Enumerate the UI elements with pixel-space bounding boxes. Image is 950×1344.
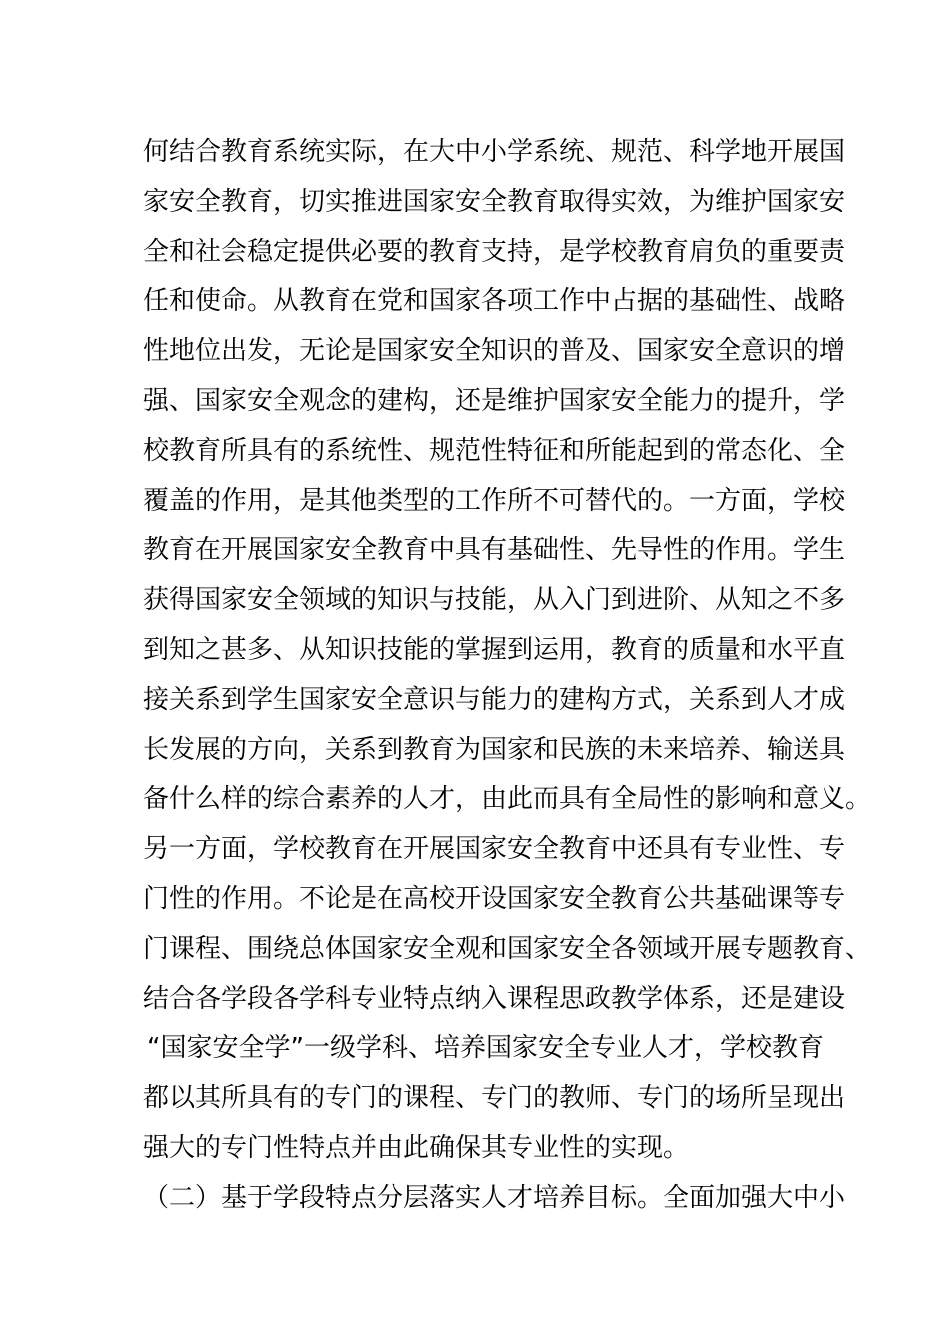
- text-line: 性地位出发，无论是国家安全知识的普及、国家安全意识的增: [143, 336, 846, 367]
- text-line: 获得国家安全领域的知识与技能，从入门到进阶、从知之不多: [143, 585, 846, 616]
- text-line: 任和使命。从教育在党和国家各项工作中占据的基础性、战略: [143, 286, 846, 317]
- text-line: “国家安全学”一级学科、培养国家安全专业人才，学校教育: [147, 1033, 824, 1064]
- text-line: 强、国家安全观念的建构，还是维护国家安全能力的提升，学: [143, 385, 846, 416]
- text-line: 何结合教育系统实际，在大中小学系统、规范、科学地开展国: [143, 137, 846, 167]
- text-line: 到知之甚多、从知识技能的掌握到运用，教育的质量和水平直: [143, 634, 846, 665]
- text-line: 校教育所具有的系统性、规范性特征和所能起到的常态化、全: [143, 435, 846, 466]
- text-line: 长发展的方向，关系到教育为国家和民族的未来培养、输送具: [143, 734, 846, 765]
- text-line: 教育在开展国家安全教育中具有基础性、先导性的作用。学生: [143, 535, 846, 566]
- text-line: 家安全教育，切实推进国家安全教育取得实效，为维护国家安: [143, 186, 846, 217]
- text-line: 覆盖的作用，是其他类型的工作所不可替代的。一方面，学校: [143, 485, 846, 516]
- text-line: 全和社会稳定提供必要的教育支持，是学校教育肩负的重要责: [143, 236, 846, 267]
- text-line: 都以其所具有的专门的课程、专门的教师、专门的场所呈现出: [143, 1083, 846, 1114]
- text-line: 强大的专门性特点并由此确保其专业性的实现。: [143, 1132, 690, 1163]
- text-line: 另一方面，学校教育在开展国家安全教育中还具有专业性、专: [143, 834, 846, 865]
- section-heading-line: （二）基于学段特点分层落实人才培养目标。全面加强大中小: [143, 1182, 846, 1213]
- text-line: 接关系到学生国家安全意识与能力的建构方式，关系到人才成: [143, 684, 846, 715]
- text-line: 门课程、围绕总体国家安全观和国家安全各领域开展专题教育、: [143, 933, 872, 964]
- text-line: 结合各学段各学科专业特点纳入课程思政教学体系，还是建设: [143, 983, 846, 1014]
- text-line: 门性的作用。不论是在高校开设国家安全教育公共基础课等专: [143, 883, 846, 914]
- body-text: [143, 128, 872, 1224]
- text-line: 备什么样的综合素养的人才，由此而具有全局性的影响和意义。: [143, 784, 872, 815]
